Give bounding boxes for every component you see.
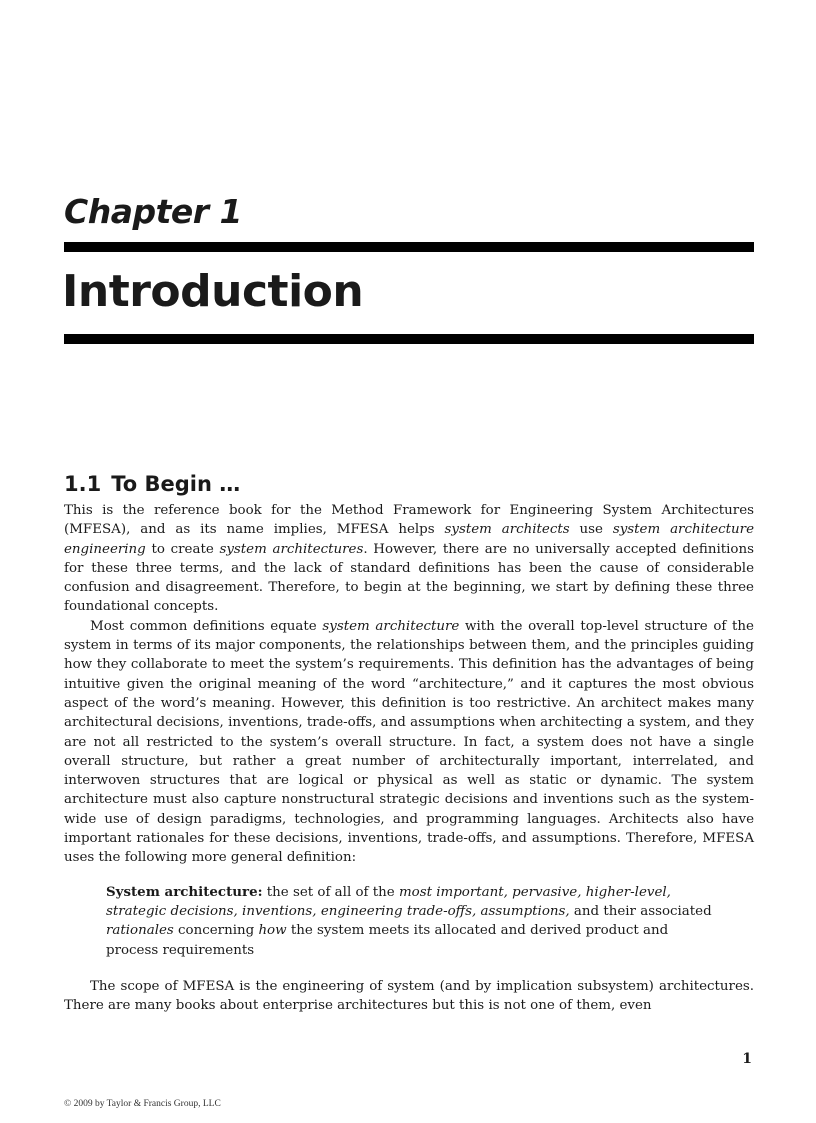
chapter-rule-bottom [64,334,754,344]
text-run: the system meets its allocated and derived product and process requirements [106,923,669,958]
text-run: The scope of MFESA is the engineering of system (and by implication subsystem) architectures. There are many books about enterprise architectures but this is not one of them, even [64,978,754,1014]
bold-term: System architecture: [106,883,263,900]
paragraph [64,501,754,617]
section-number: 1.1 [64,472,102,496]
text-run: and their associated [569,903,712,919]
chapter-label: Chapter 1 [64,192,242,231]
text-run: to create [145,541,220,557]
text-run: Most common definitions equate [90,618,323,634]
italic-text: system architecture engineering [64,522,754,557]
section-heading [64,472,240,496]
body-text [64,501,754,1015]
text-run: This is the reference book for the Method Framework for Engineering System Architectures (MFESA), and as its name implies, MFESA helps [64,503,754,538]
text-run: the set of all of the [262,884,399,900]
italic-text: most important, pervasive, higher-level, strategic decisions, inventions, engineering trade-offs, assumptions, [106,884,671,919]
paragraph [64,617,754,868]
italic-text: system architecture [322,618,460,634]
text-run: . However, there are no universally accepted definitions for these three terms, and the lack of standard definitions has been the cause of considerable confusion and disagreement. Therefore, to begin at the beginning, we start by defining these three foundational concepts. [64,541,754,615]
italic-text: system architects [444,522,570,538]
italic-text: rationales [106,923,174,939]
text-run: concerning [173,923,259,939]
paragraph [64,977,754,1016]
definition-block [106,883,712,960]
copyright-notice: © 2009 by Taylor & Francis Group, LLC [64,1099,221,1109]
text-run: use [569,522,613,538]
page-number: 1 [742,1051,752,1067]
italic-text: system architectures [219,541,364,557]
chapter-title: Introduction [62,266,364,317]
text-run: with the overall top-level structure of the system in terms of its major components, the relationships between them, and the principles guiding how they collaborate to meet the system’s requirements. This definition has the advantages of being intuitive given the original meaning of the word “architecture,” and it captures the most obvious aspect of the word’s meaning. However, this definition is too restrictive. An architect makes many architectural decisions, inventions, trade-offs, and assumptions when architecting a system, and they are not all restricted to the system’s overall structure. In fact, a system does not have a single overall structure, but rather a great number of architecturally important, interrelated, and interwoven structures that are logical or physical as well as static or dynamic. The system architecture must also capture nonstructural strategic decisions and inventions such as the system-wide use of design paradigms, technologies, and programming languages. Architects also have important rationales for these decisions, inventions, trade-offs, and assumptions. Therefore, MFESA uses the following more general definition: [64,618,754,866]
italic-text: how [258,923,287,939]
chapter-rule-top [64,242,754,252]
section-title: To Begin … [111,472,241,496]
